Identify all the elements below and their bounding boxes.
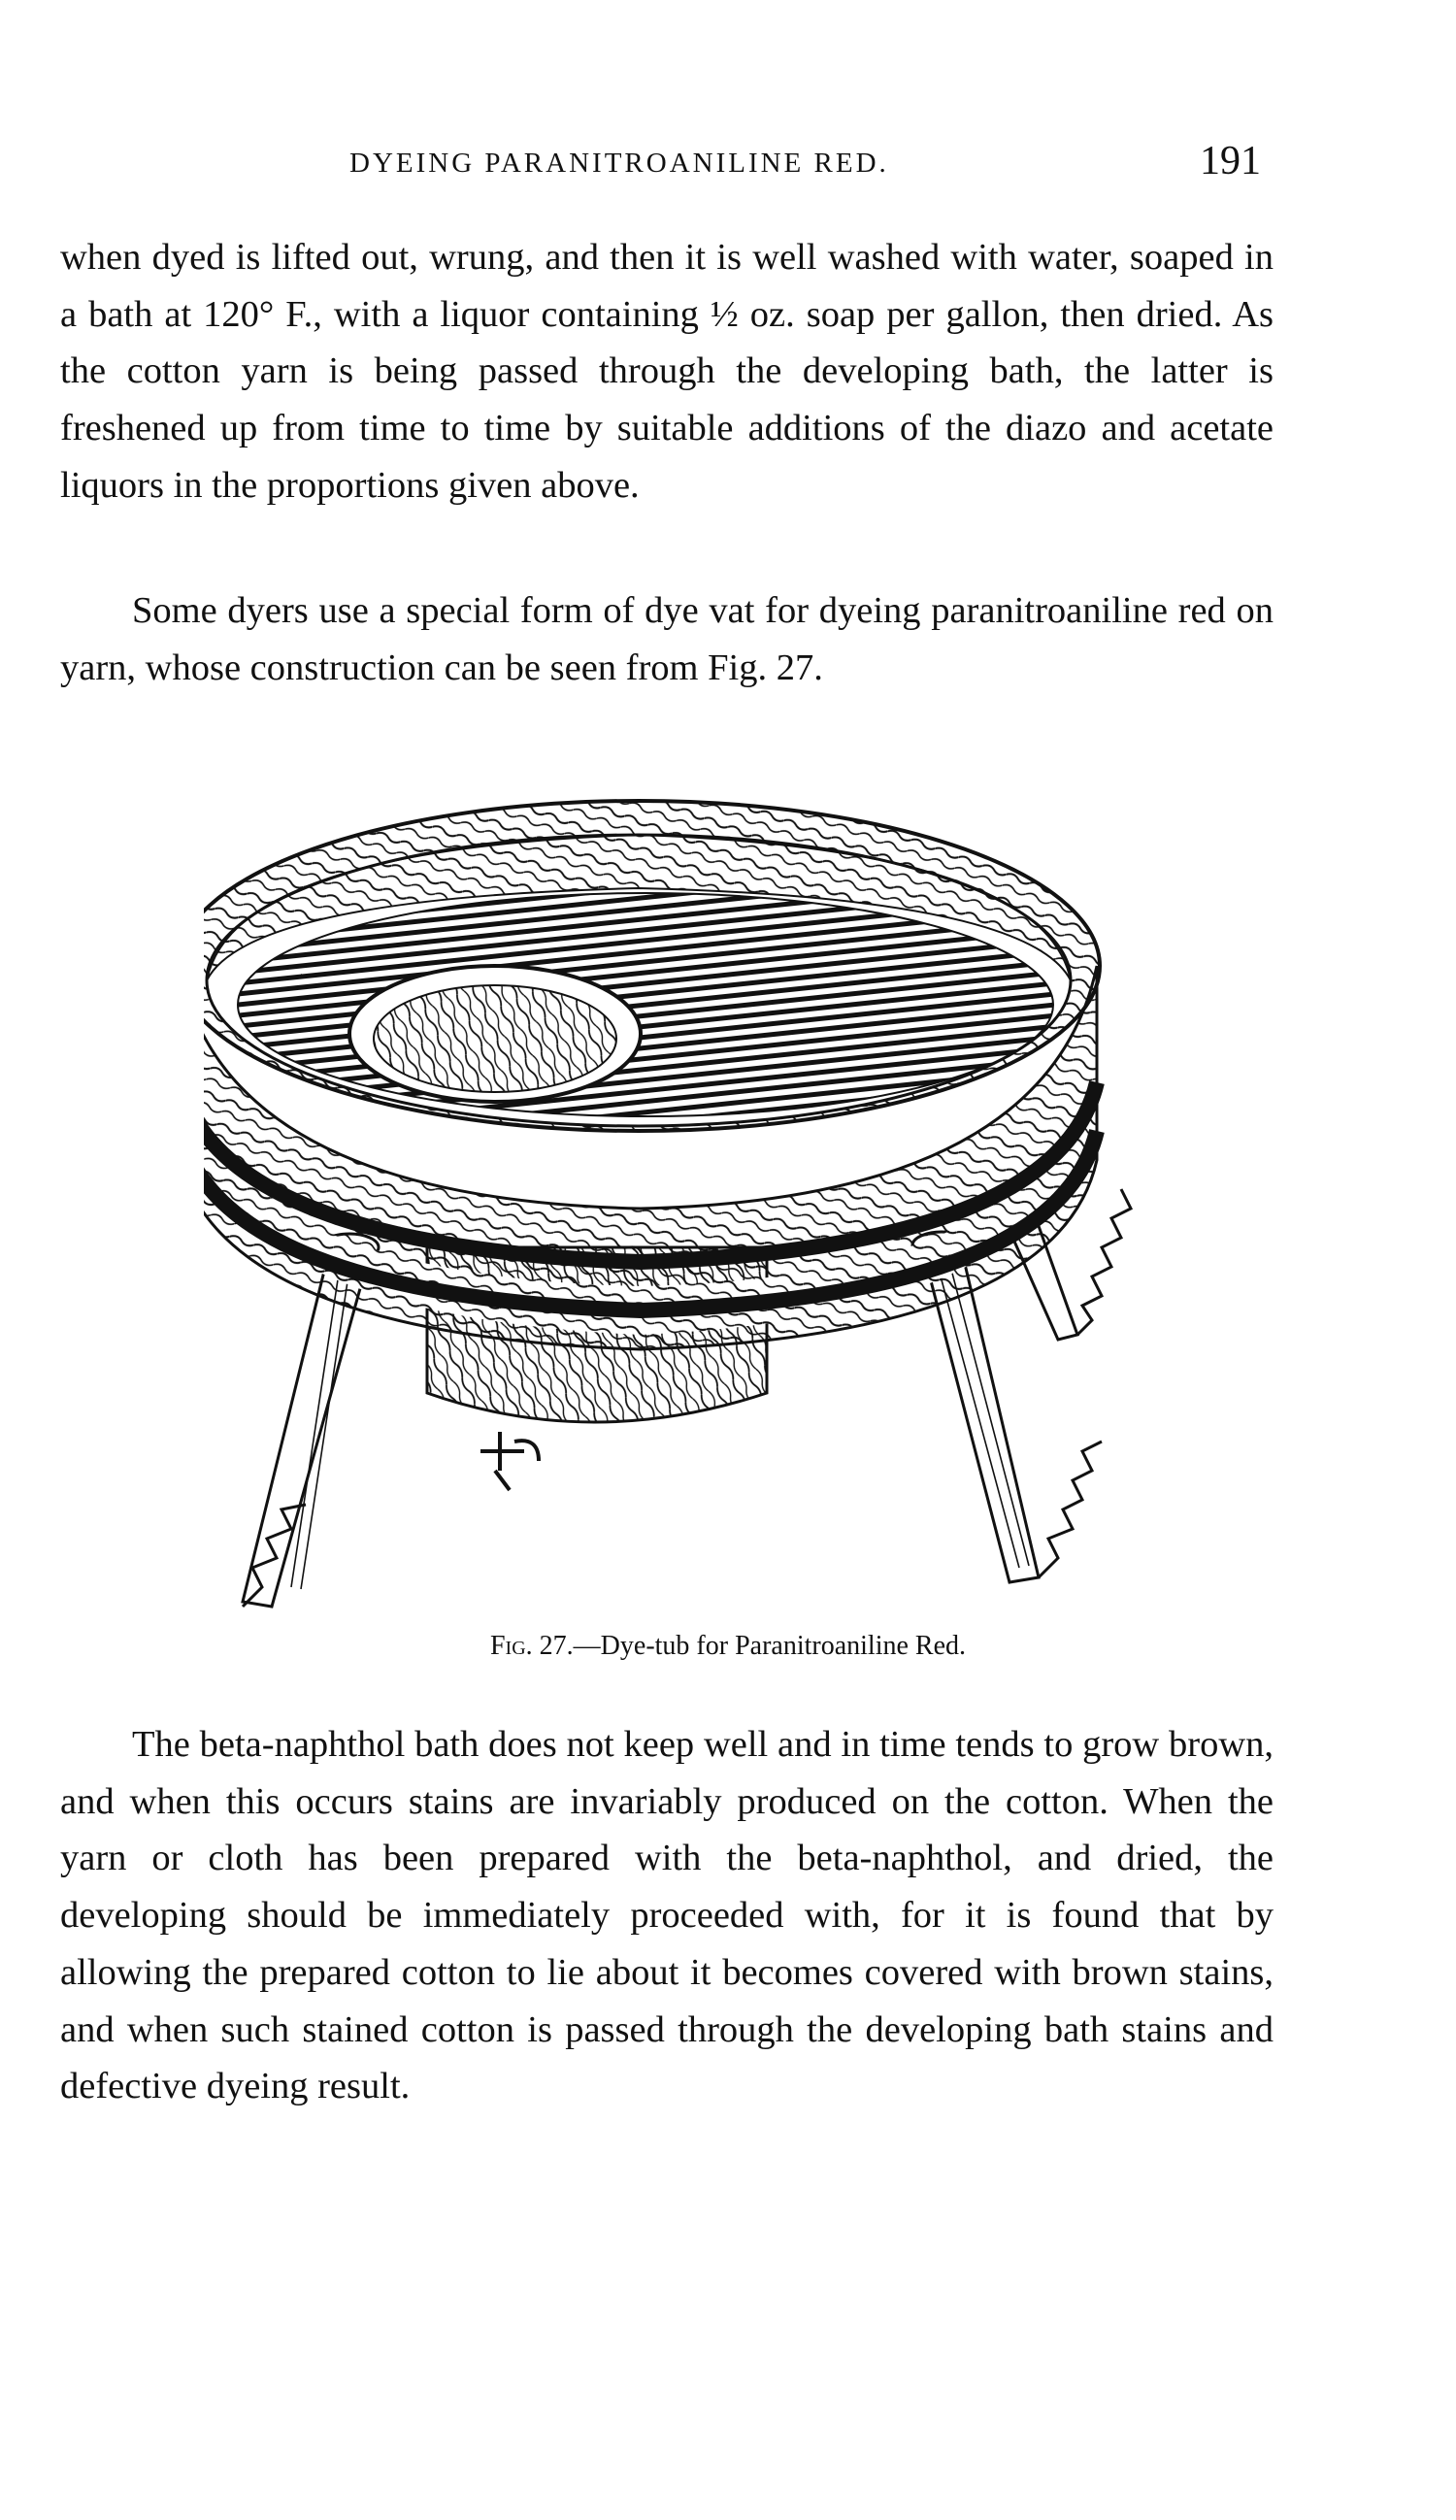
dye-tub-illustration bbox=[204, 791, 1136, 1626]
figure-caption-text: —Dye-tub for Paranitroaniline Red. bbox=[573, 1631, 967, 1661]
page-number: 191 bbox=[1200, 139, 1261, 183]
paragraph-1: when dyed is lifted out, wrung, and then it is well washed with water, soaped in a bath at 120° F., with a liquor containing ½ oz. soap per gallon, then dried. As the cotton yarn is being passed through the developing bath, the latter is freshened up from time to time by suitable additions of the diazo and acetate liquors in the proportions given above. bbox=[60, 237, 1274, 506]
paragraph-3: The beta-naphthol bath does not keep well and in time tends to grow brown, and when this occurs stains are invariably produced on the cotton. When the yarn or cloth has been prepared with the beta-naphthol, and dried, the developing should be immediately proceeded with, for it is found that by allowing the prepared cotton to lie about it becomes covered with brown stains, and when such stained cotton is passed through the developing bath stains and defective dyeing result. bbox=[60, 1724, 1274, 2107]
paragraph-2: Some dyers use a special form of dye vat for dyeing paranitroaniline red on yarn, whose construction can be seen from Fig. 27. bbox=[60, 590, 1274, 688]
tub-rim bbox=[204, 801, 1100, 1131]
dye-tub-drawing bbox=[204, 791, 1136, 1626]
figure-caption bbox=[0, 1631, 1456, 1662]
figure-number: Fig. 27. bbox=[489, 1631, 574, 1661]
running-head: DYEING PARANITROANILINE RED. bbox=[349, 148, 889, 179]
